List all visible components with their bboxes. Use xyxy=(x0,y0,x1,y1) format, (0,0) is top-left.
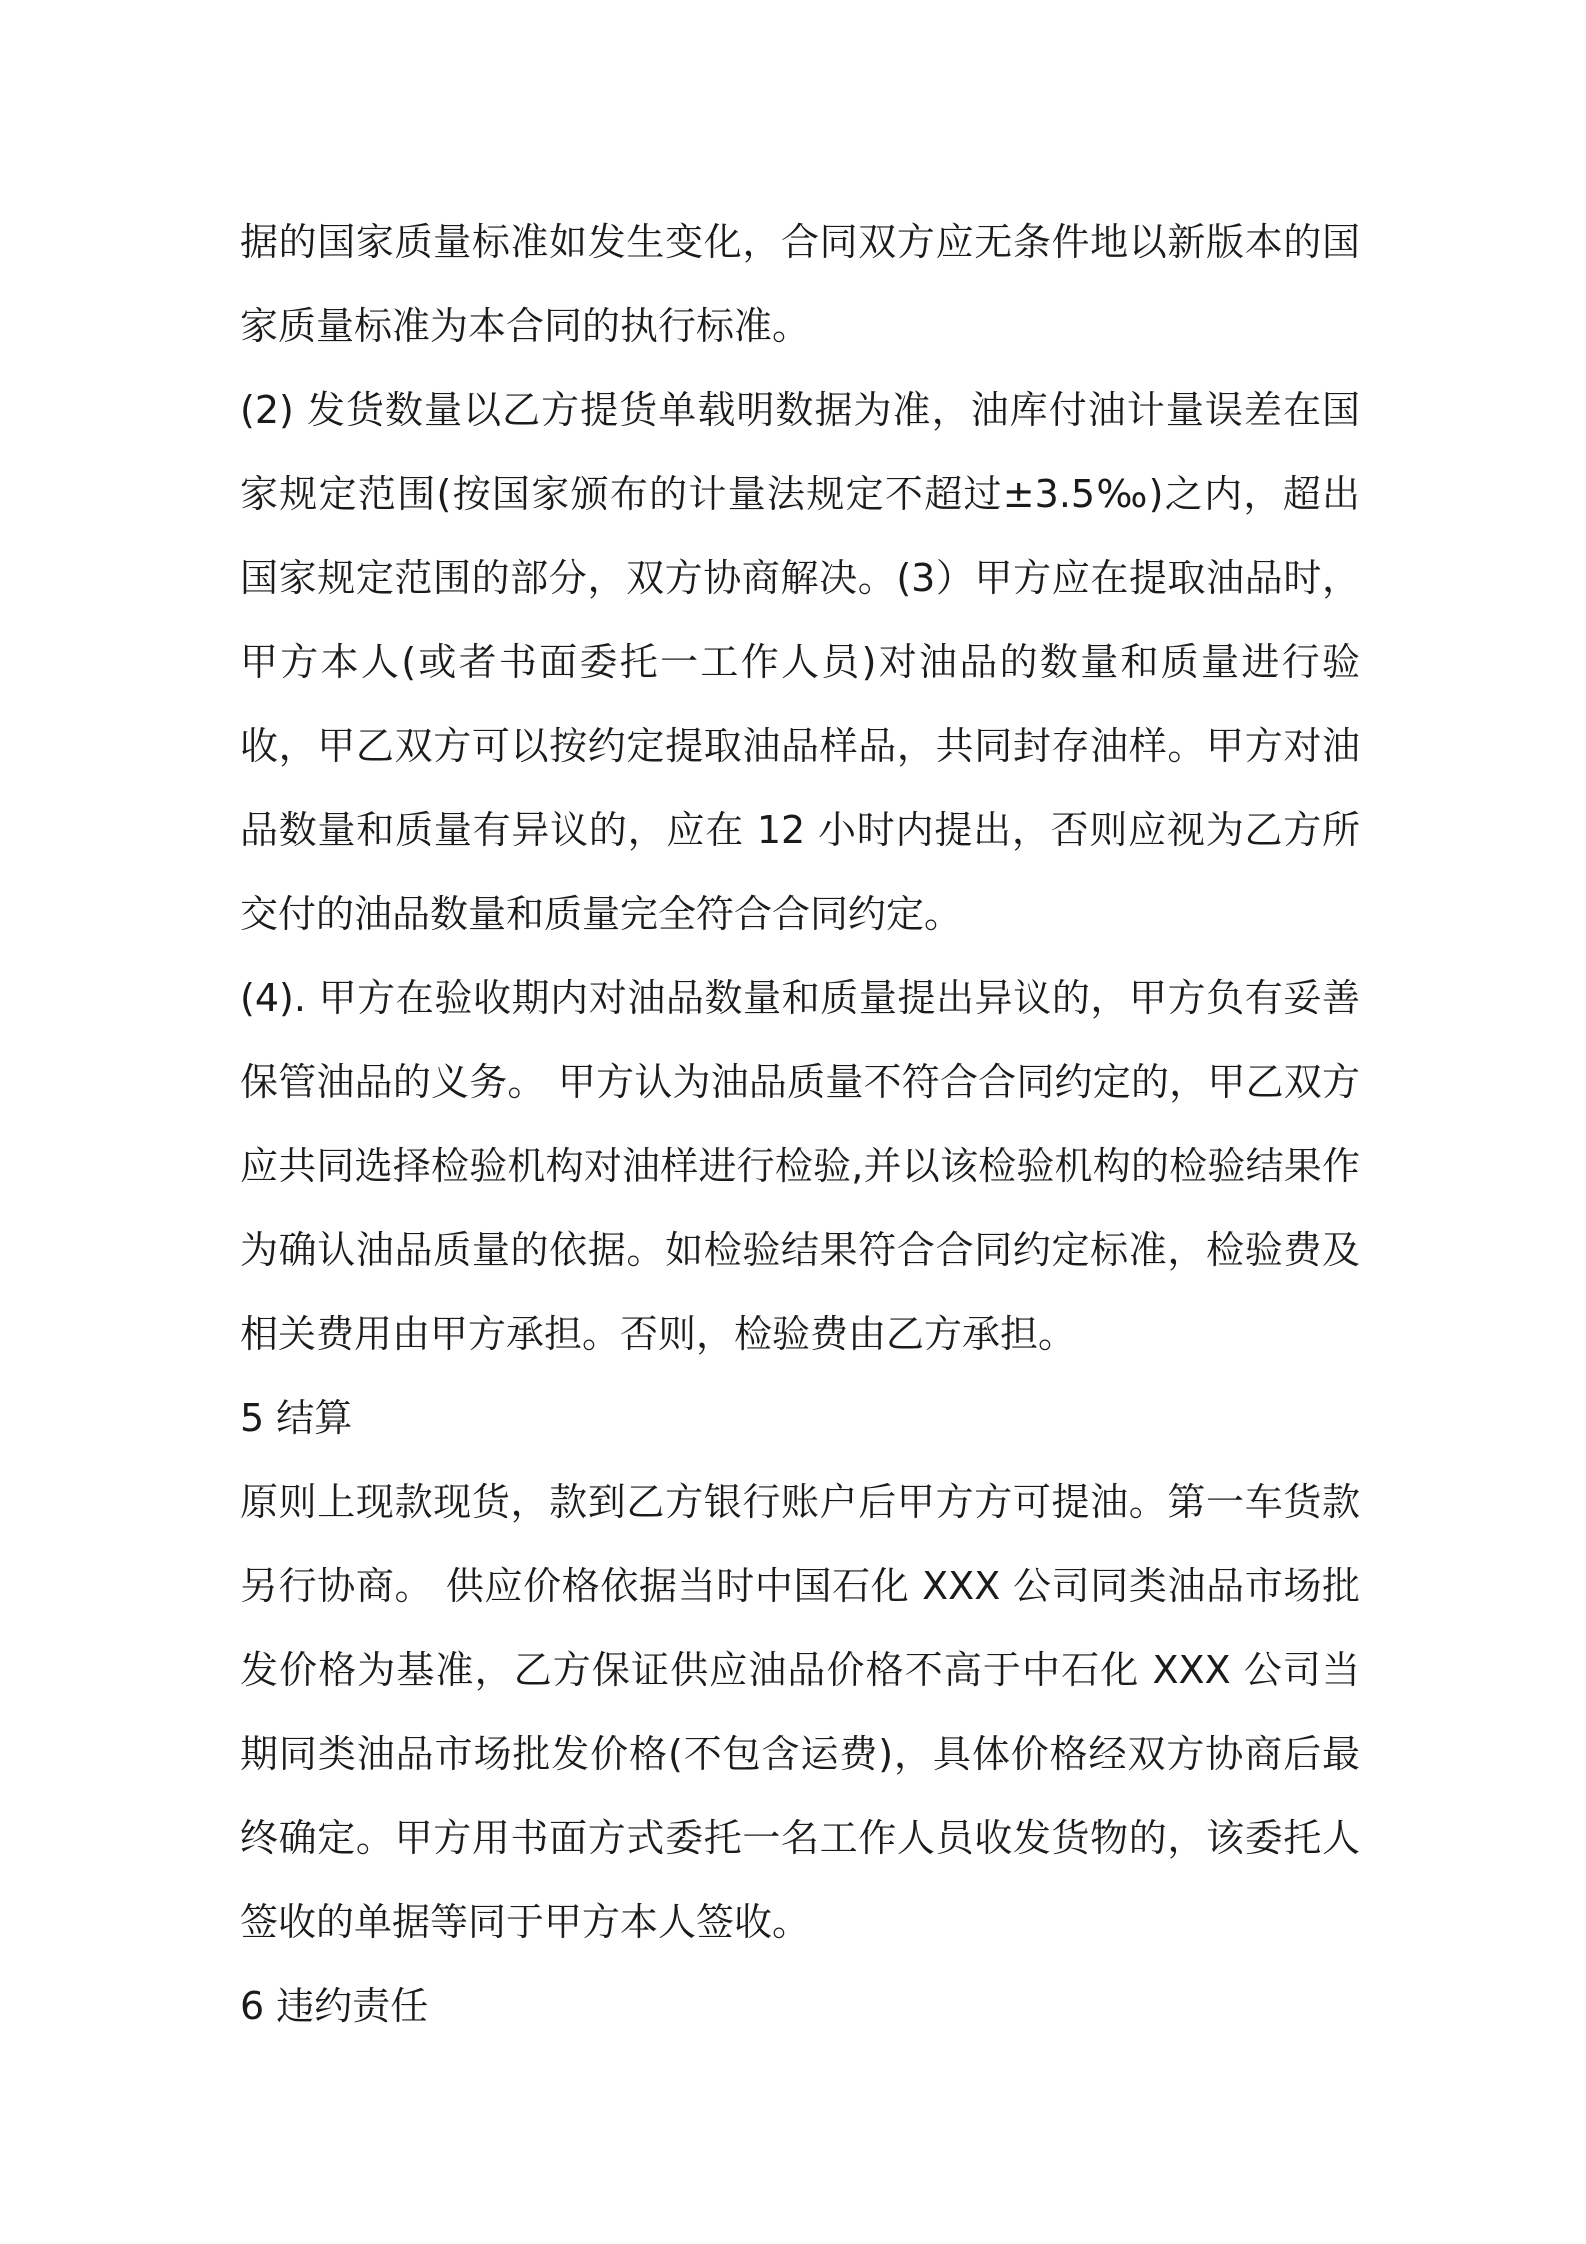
section-heading-settlement: 5 结算 xyxy=(240,1396,353,1440)
paragraph-settlement-terms: 原则上现款现货，款到乙方银行账户后甲方方可提油。第一车货款另行协商。 供应价格依据当时中国石化 XXX 公司同类油品市场批发价格为基准，乙方保证供应油品价格不高于中石化 XXX 公司当期同类油品市场批发价格(不包含运费)，具体价格经双方协商后最终确定。甲方用书面方式委托一名工作人员收发货物的，该委托人签收的单据等同于甲方本人签收。 xyxy=(240,1480,1360,1944)
paragraph-inspection-objection: (4). 甲方在验收期内对油品数量和质量提出异议的，甲方负有妥善保管油品的义务。 甲方认为油品质量不符合合同约定的，甲乙双方应共同选择检验机构对油样进行检验,并以该检验机构的检验结果作为确认油品质量的依据。如检验结果符合合同约定标准，检验费及相关费用由甲方承担。否则，检验费由乙方承担。 xyxy=(240,976,1360,1356)
document-page xyxy=(240,200,1360,2048)
paragraph-quality-standard: 据的国家质量标准如发生变化，合同双方应无条件地以新版本的国家质量标准为本合同的执行标准。 xyxy=(240,220,1360,348)
section-heading-liability: 6 违约责任 xyxy=(240,1984,429,2028)
paragraph-delivery-quantity: (2) 发货数量以乙方提货单载明数据为准，油库付油计量误差在国家规定范围(按国家颁布的计量法规定不超过±3.5‰)之内，超出国家规定范围的部分，双方协商解决。(3）甲方应在提取油品时，甲方本人(或者书面委托一工作人员)对油品的数量和质量进行验收，甲乙双方可以按约定提取油品样品，共同封存油样。甲方对油品数量和质量有异议的，应在 12 小时内提出，否则应视为乙方所交付的油品数量和质量完全符合合同约定。 xyxy=(240,388,1360,936)
